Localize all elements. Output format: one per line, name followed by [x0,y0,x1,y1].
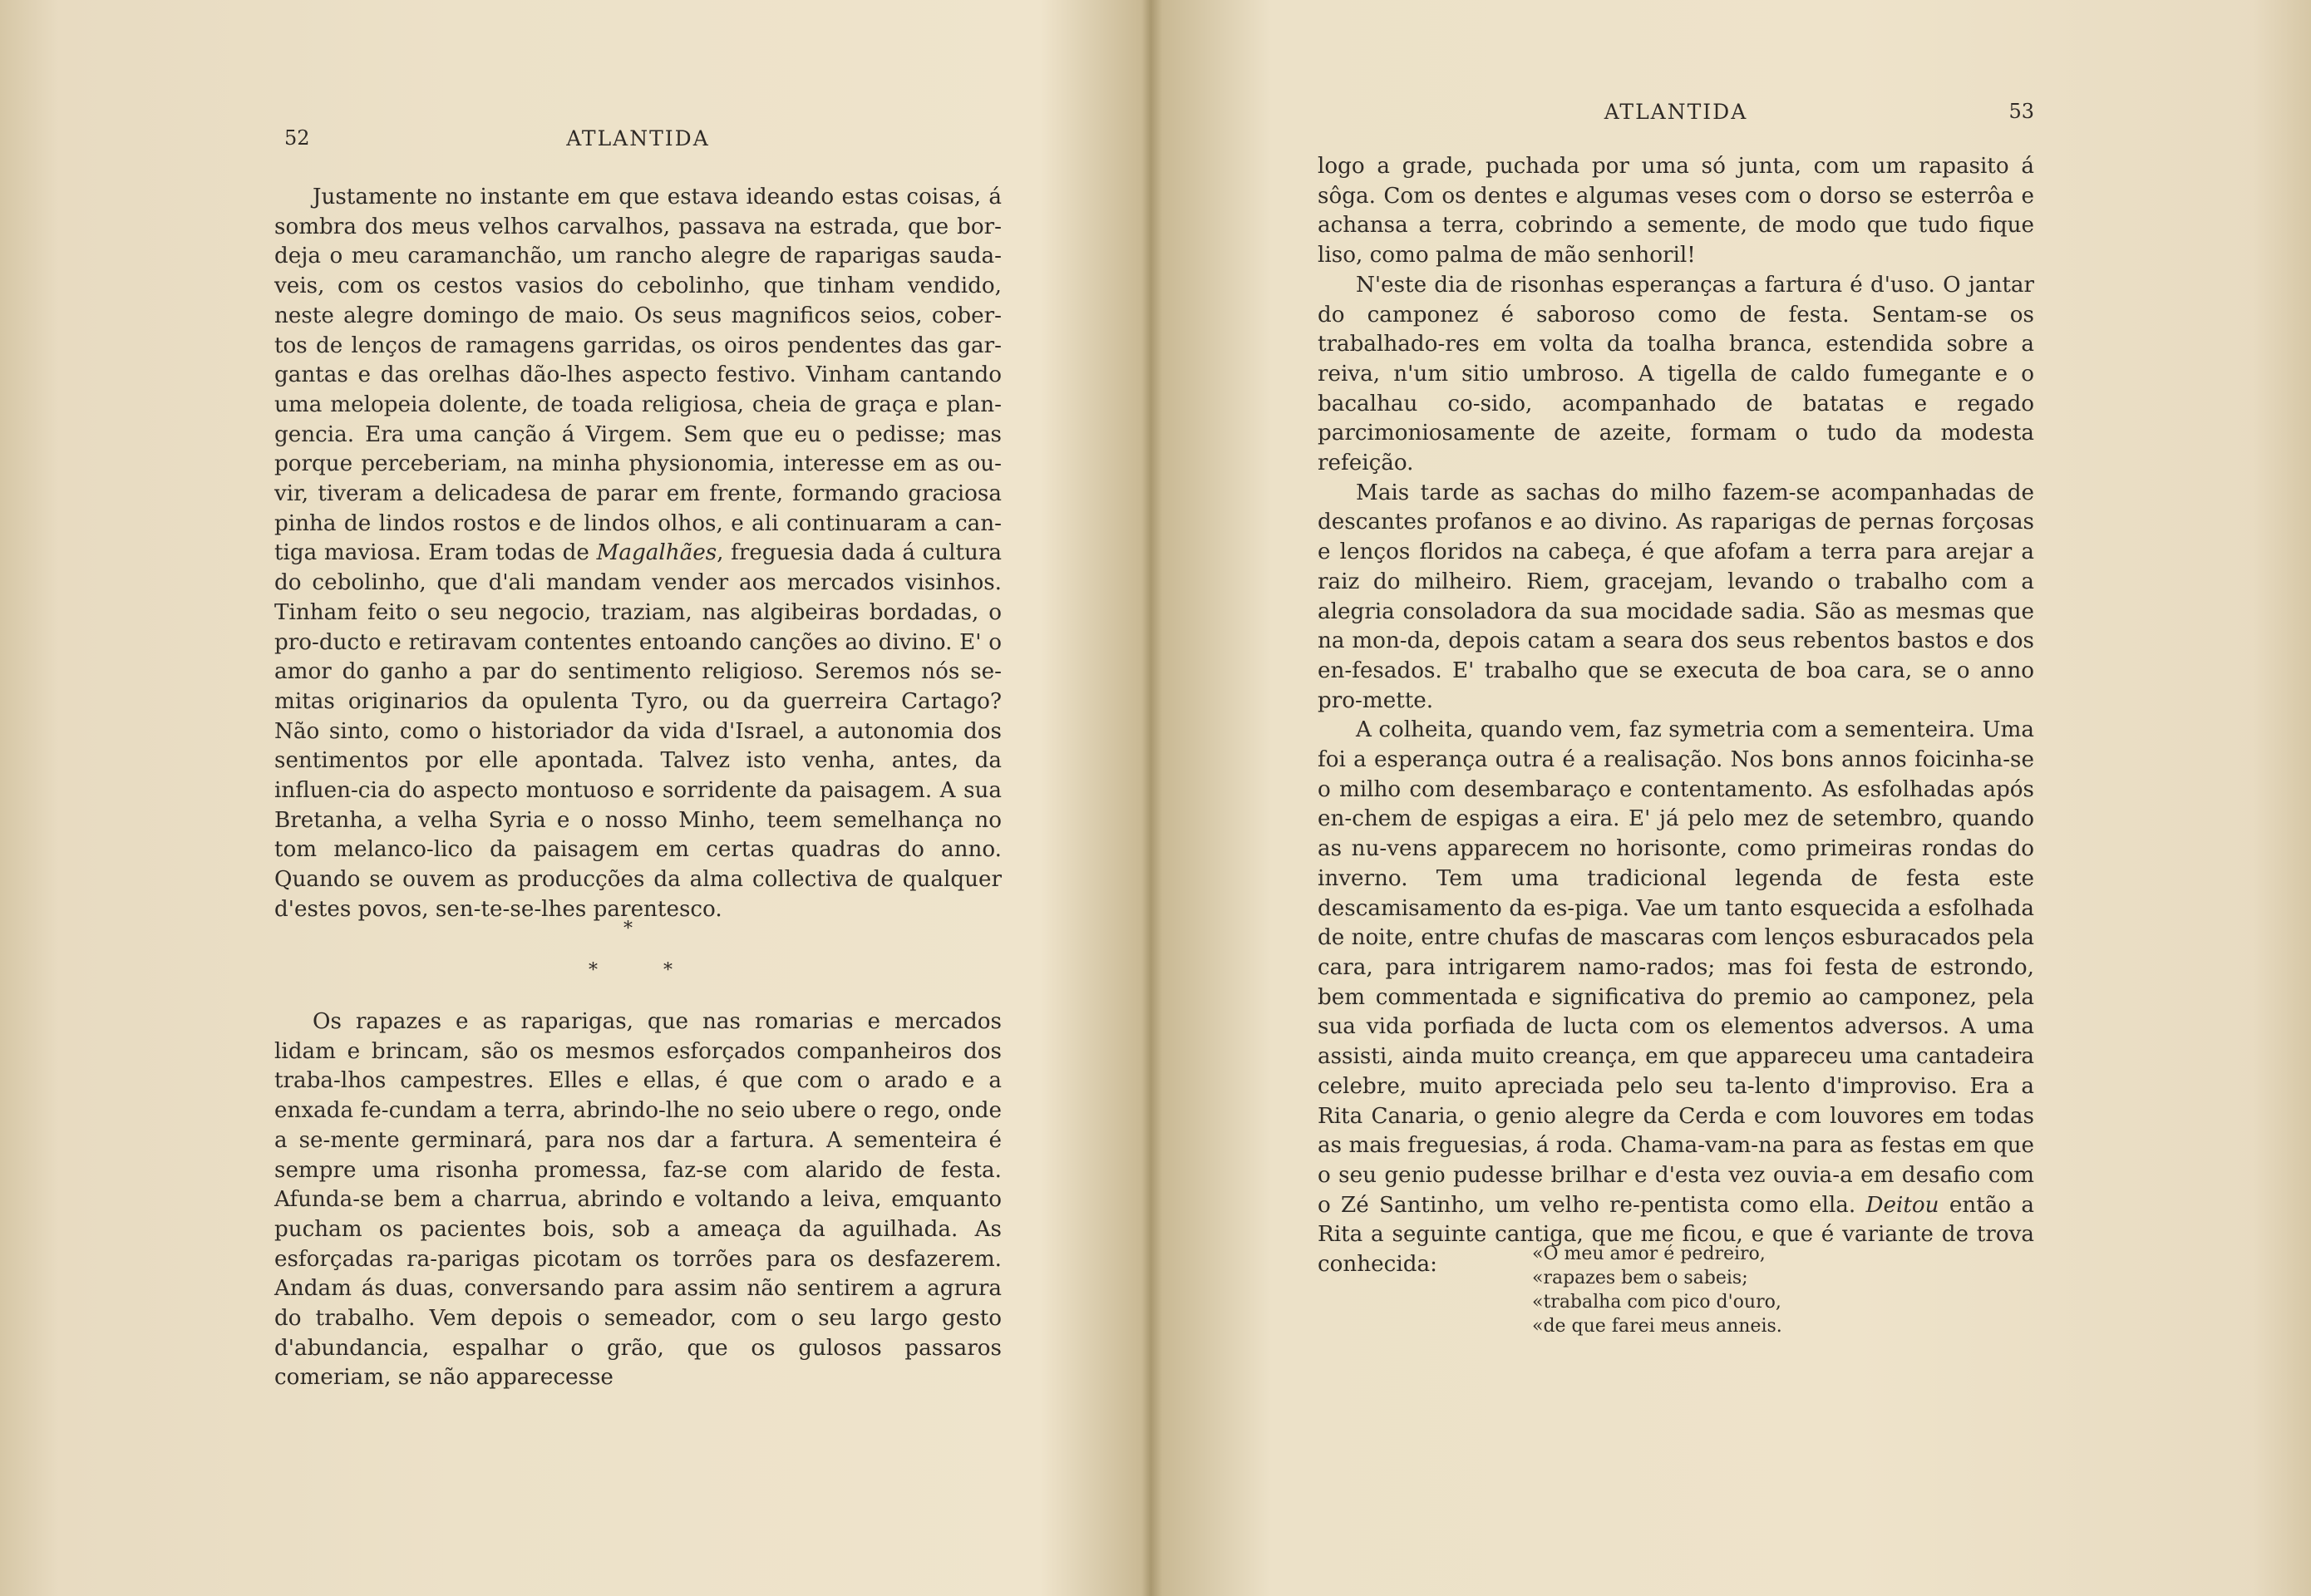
left-paragraph-1 [274,183,1002,925]
right-paragraph-2: N'este dia de risonhas esperanças a fartura é d'uso. O jantar do camponez é saboroso como de festa. Sentam-se os trabalhado-res em volta da toalha branca, estendida sobre a reiva, n'um sitio umbroso. A tigella de caldo fumegante e o bacalhau co-sido, acompanhado de batatas e regado parcimoniosamente de azeite, formam o tudo da modesta refeição. [1318,272,2034,476]
separator-star-2: * [589,960,598,981]
left-paragraph-1-end: , freguesia dada á cultura do cebolinho, que d'ali mandam vender aos mercados visinhos. Tinham feito o seu negocio, traziam, nas algibeiras bordadas, o pro-ducto e retiravam contentes entoando canções ao divino. E' o amor do ganho a par do sentimento religioso. Seremos nós se-mitas originarios da opulenta Tyro, ou da guerreira Cartago? Não sinto, como o historiador da vida d'Israel, a autonomia dos sentimentos por elle apontada. Talvez isto venha, antes, da influen-cia do aspecto montuoso e sorridente da paisagem. A sua Bretanha, a velha Syria e o nosso Minho, teem semelhança no tom melanco-lico da paisagem em certas quadras do anno. Quando se ouvem as producções da alma collectiva de qualquer d'estes povos, sen-te-se-lhes parentesco. [274,540,1003,922]
right-paragraph-3: Mais tarde as sachas do milho fazem-se acompanhadas de descantes profanos e ao divino. As raparigas de pernas forçosas e lenços floridos na cabeça, é que afofam a terra para arejar a raiz do milheiro. Riem, gracejam, levando o trabalho com a alegria consoladora da sua mocidade sadia. São as mesmas que na mon-da, depois catam a seara dos seus rebentos bastos e dos en-fesados. E' trabalho que se executa de boa cara, se o anno pro-mette. [1318,480,2034,713]
left-paragraph-1-text: Justamente no instante em que estava ideando estas coisas, á sombra dos meus velhos carvalhos, passava na estrada, que bor-deja o meu caramanchão, um rancho alegre de raparigas sauda-veis, com os cestos vasios do cebolinho, que tinham vendido, neste alegre domingo de maio. Os seus magnificos seios, cober-tos de lenços de ramagens garridas, os oiros pendentes das gar-gantas e das orelhas dão-lhes aspecto festivo. Vinham cantando uma melopeia dolente, de toada religiosa, cheia de graça e plan-gencia. Era uma canção á Virgem. Sem que eu o pedisse; mas porque perceberiam, na minha physionomia, interesse em as ou-vir, tiveram a delicadesa de parar em frente, formando graciosa pinha de lindos rostos e de lindos olhos, e ali continuaram a can-tiga maviosa. Eram todas de [274,185,1002,566]
verse-line: «O meu amor é pedreiro, [1532,1244,1766,1264]
left-running-title: ATLANTIDA [566,126,710,150]
separator-star-1: * [623,919,633,939]
right-paragraph-4-text: A colheita, quando vem, faz symetria com a sementeira. Uma foi a esperança outra é a realisação. Nos bons annos foicinha-se o milho com desembaraço e contentamento. As esfolhadas após en-chem de espigas a eira. E' já pelo mez de setembro, quando as nu-vens apparecem no horisonte, como primeiras rondas do inverno. Tem uma tradicional legenda de festa este descamisamento da es-piga. Vae um tanto esquecida a esfolhada de noite, entre chufas de mascaras com lenços esburacados pela cara, para intrigarem namo-rados; mas foi festa de estrondo, bem commentada e significativa do premio ao camponez, pela sua vida porfiada de lucta com os elementos adversos. A uma assisti, ainda muito creança, em que appareceu uma cantadeira celebre, muito apreciada pelo seu ta-lento d'improviso. Era a Rita Canaria, o genio alegre da Cerda e com louvores em todas as mais freguesias, á roda. Chama-vam-na para as festas em que o seu genio pudesse brilhar e d'esta vez ouvia-a em desafio com o Zé Santinho, um velho re-pentista como ella. [1318,717,2034,1218]
right-text-block [1318,152,2034,1280]
left-text-block-2 [274,1007,1002,1393]
page-edge-shadow-right [2253,0,2311,1596]
verse-line: «trabalha com pico d'ouro, [1532,1292,1781,1313]
section-separator [274,919,1002,985]
right-paragraph-4-end: então a Rita a seguinte cantiga, que me ficou, e que é variante de trova conhecida: [1318,1192,2034,1278]
separator-star-3: * [663,960,673,981]
left-paragraph-2: Os rapazes e as raparigas, que nas romarias e mercados lidam e brincam, são os mesmos esforçados companheiros dos traba-lhos campestres. Elles e ellas, é que com o arado e a enxada fe-cundam a terra, abrindo-lhe no seio ubere o rego, onde a se-mente germinará, para nos dar a fartura. A sementeira é sempre uma risonha promessa, faz-se com alarido de festa. Afunda-se bem a charrua, abrindo e voltando a leiva, emquanto pucham os pacientes bois, sob a ameaça da aguilhada. As esforçadas ra-parigas picotam os torrões para os desfazerem. Andam ás duas, conversando para assim não sentirem a agrura do trabalho. Vem depois o semeador, com o seu largo gesto d'abundancia, espalhar o grão, que os gulosos passaros comeriam, se não apparecesse [274,1009,1002,1391]
left-page-number: 52 [284,126,310,150]
right-page-number: 53 [2008,100,2034,123]
verse-line: «rapazes bem o sabeis; [1532,1268,1748,1288]
quoted-verse [1532,1242,1782,1338]
right-paragraph-1: logo a grade, puchada por uma só junta, com um rapasito á sôga. Com os dentes e algumas veses com o dorso se esterrôa e achansa a terra, cobrindo a semente, de modo que tudo fique liso, como palma de mão senhoril! [1318,154,2034,268]
left-text-block-1 [274,183,1002,925]
page-edge-shadow-left [0,0,58,1596]
right-running-title: ATLANTIDA [1604,100,1748,124]
verse-line: «de que farei meus anneis. [1532,1316,1782,1337]
left-paragraph-1-italic: Magalhães [596,540,717,566]
right-paragraph-4 [1318,716,2034,1279]
right-paragraph-4-italic: Deitou [1865,1192,1939,1218]
